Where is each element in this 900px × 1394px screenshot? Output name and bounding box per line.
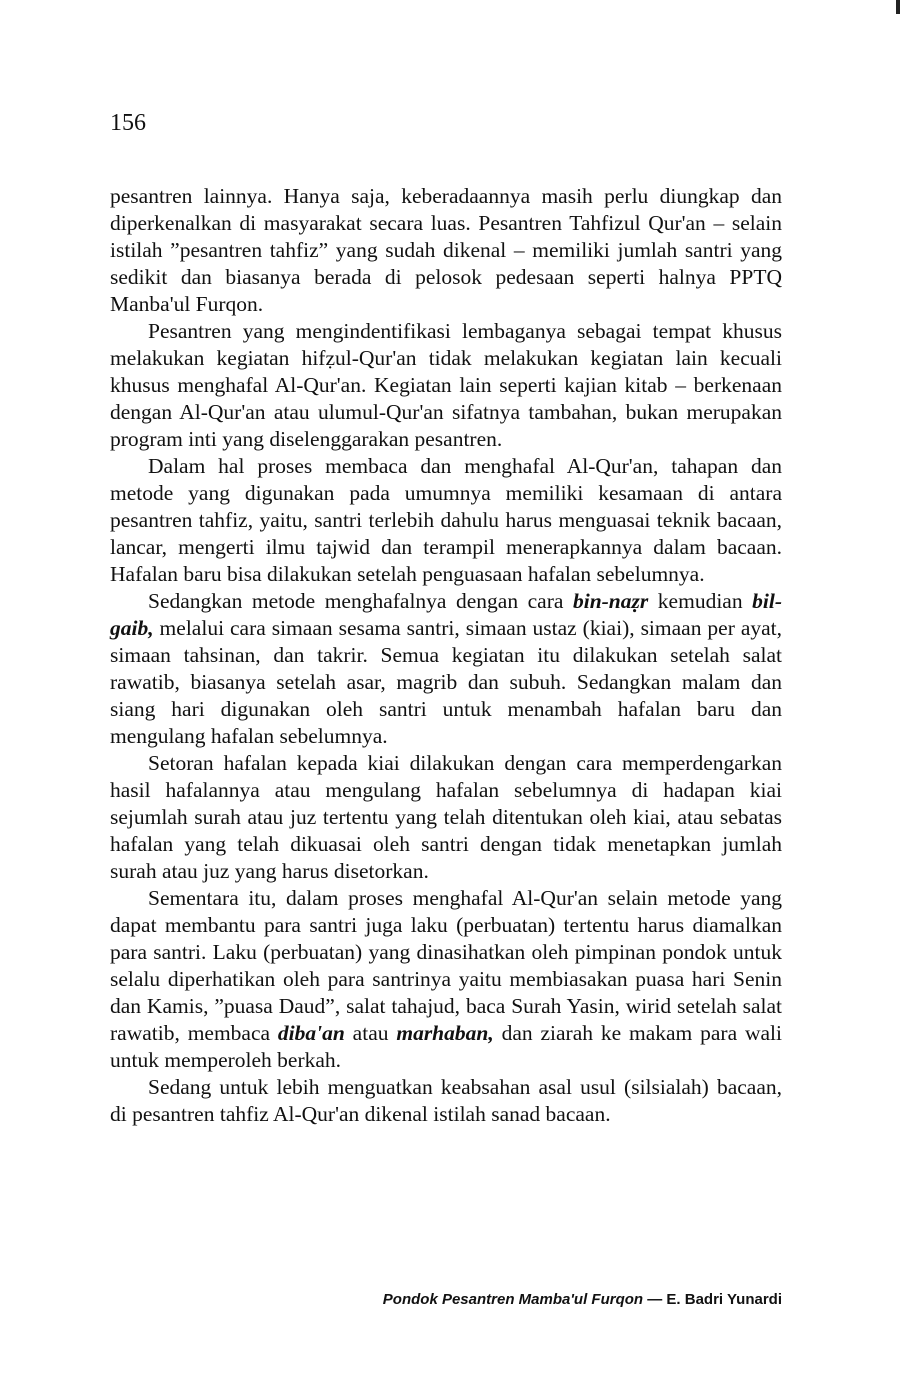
paragraph xyxy=(110,1074,782,1128)
text-run: pesantren lainnya. Hanya saja, keberadaannya masih perlu diungkap dan diperkenalkan di masyarakat secara luas. Pesantren Tahfizul Qur'an – selain istilah ”pesantren tahfiz” yang sudah dikenal – memiliki jumlah santri yang sedikit dan biasanya berada di pelosok pedesaan seperti halnya PPTQ Manba'ul Furqon. xyxy=(110,184,782,316)
footer-separator: — xyxy=(643,1291,667,1308)
paragraph xyxy=(110,588,782,750)
text-run: Sedang untuk lebih menguatkan keabsahan asal usul (silsialah) bacaan, di pesantren tahfiz Al-Qur'an dikenal istilah sanad bacaan. xyxy=(110,1075,782,1126)
text-run: atau xyxy=(344,1021,397,1045)
paragraph xyxy=(110,318,782,453)
body-text xyxy=(110,183,782,1128)
paragraph xyxy=(110,453,782,588)
footer-book-title: Pondok Pesantren Mamba'ul Furqon xyxy=(382,1291,644,1308)
paragraph xyxy=(110,750,782,885)
text-run: Dalam hal proses membaca dan menghafal Al-Qur'an, tahapan dan metode yang digunakan pada umumnya memiliki kesamaan di antara pesantren tahfiz, yaitu, santri terlebih dahulu harus menguasai teknik bacaan, lancar, mengerti ilmu tajwid dan terampil menerapkannya dalam bacaan. Hafalan baru bisa dilakukan setelah penguasaan hafalan sebelumnya. xyxy=(110,454,782,586)
italic-term: marhaban, xyxy=(396,1021,494,1045)
text-run: dan ziarah ke makam para wali untuk memperoleh berkah. xyxy=(110,1021,782,1072)
text-run: Sementara itu, dalam proses menghafal Al-Qur'an selain metode yang dapat membantu para santri juga laku (perbuatan) tertentu harus diamalkan para santri. Laku (perbuatan) yang dinasihatkan oleh pimpinan pondok untuk selalu diperhatikan oleh para santrinya yaitu membiasakan puasa hari Senin dan Kamis, ”puasa Daud”, salat tahajud, baca Surah Yasin, wirid setelah salat rawatib, membaca xyxy=(110,886,782,1045)
text-run: Pesantren yang mengindentifikasi lembaganya sebagai tempat khusus melakukan kegiatan hifẓul-Qur'an tidak melakukan kegiatan lain kecuali khusus menghafal Al-Qur'an. Kegiatan lain seperti kajian kitab – berkenaan dengan Al-Qur'an atau ulumul-Qur'an sifatnya tambahan, bukan merupakan program inti yang diselenggarakan pesantren. xyxy=(110,319,782,451)
running-footer xyxy=(383,1291,782,1308)
paragraph xyxy=(110,885,782,1074)
italic-term: bin-naẓr xyxy=(572,589,649,613)
text-run: kemudian xyxy=(648,589,753,613)
text-run: melalui cara simaan sesama santri, simaan ustaz (kiai), simaan per ayat, simaan tahsinan, dan takrir. Semua kegiatan itu dilakukan setelah salat rawatib, biasanya setelah asar, magrib dan subuh. Sedangkan malam dan siang hari digunakan oleh santri untuk menambah hafalan baru dan mengulang hafalan sebelumnya. xyxy=(110,616,782,748)
page-number: 156 xyxy=(110,110,146,136)
scan-edge-mark xyxy=(896,0,900,14)
italic-term: diba'an xyxy=(277,1021,345,1045)
text-run: Setoran hafalan kepada kiai dilakukan dengan cara memperdengarkan hasil hafalannya atau mengulang hafalan sebelumnya di hadapan kiai sejumlah surah atau juz tertentu yang telah ditentukan oleh kiai, atau sebatas hafalan yang telah dikuasai oleh santri dengan tidak menetapkan jumlah surah atau juz yang harus disetorkan. xyxy=(110,751,782,883)
paragraph xyxy=(110,183,782,318)
footer-author: E. Badri Yunardi xyxy=(666,1291,782,1308)
text-run: Sedangkan metode menghafalnya dengan cara xyxy=(148,589,573,613)
italic-term: bil-gaib, xyxy=(110,589,782,640)
